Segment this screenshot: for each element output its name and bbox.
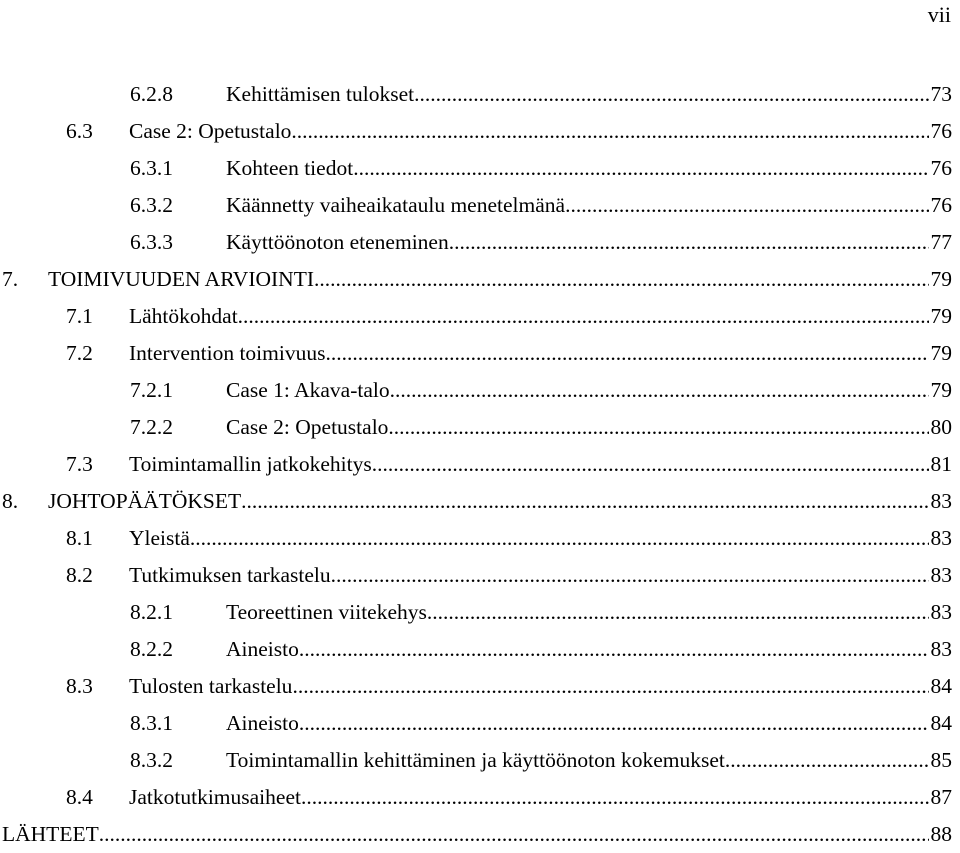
dot-leader bbox=[299, 631, 929, 668]
toc-entry[interactable] bbox=[0, 742, 952, 779]
toc-entry[interactable] bbox=[0, 150, 952, 187]
toc-entry-number: 8.3 bbox=[66, 674, 93, 698]
dot-leader bbox=[301, 779, 929, 816]
table-of-contents bbox=[0, 76, 952, 853]
toc-entry-title: Teoreettinen viitekehys bbox=[226, 594, 427, 631]
toc-entry-number: 6.2.8 bbox=[130, 82, 173, 106]
dot-leader bbox=[565, 187, 928, 224]
toc-entry-number: 8. bbox=[2, 489, 19, 513]
toc-entry-page: 80 bbox=[930, 415, 952, 439]
toc-entry-page: 79 bbox=[930, 267, 952, 291]
toc-entry-page: 84 bbox=[930, 674, 952, 698]
dot-leader bbox=[414, 76, 928, 113]
toc-entry-page: 83 bbox=[930, 637, 952, 661]
toc-entry-line bbox=[129, 520, 952, 557]
toc-entry[interactable] bbox=[0, 261, 952, 298]
toc-entry[interactable] bbox=[0, 187, 952, 224]
toc-entry-number: 6.3.3 bbox=[130, 230, 173, 254]
page-number: vii bbox=[927, 2, 951, 27]
toc-entry-title: Case 1: Akava-talo bbox=[226, 372, 390, 409]
toc-entry-line bbox=[226, 372, 952, 409]
toc-entry-title: JOHTOPÄÄTÖKSET bbox=[48, 483, 241, 520]
toc-entry[interactable] bbox=[0, 483, 952, 520]
toc-entry-number: 8.1 bbox=[66, 526, 93, 550]
dot-leader bbox=[331, 557, 929, 594]
toc-entry-title: Käännetty vaiheaikataulu menetelmänä bbox=[226, 187, 565, 224]
toc-entry-number: 7. bbox=[2, 267, 19, 291]
dot-leader bbox=[190, 520, 929, 557]
toc-entry-number: 7.2.2 bbox=[130, 415, 173, 439]
dot-leader bbox=[314, 261, 929, 298]
toc-entry[interactable] bbox=[0, 557, 952, 594]
toc-entry-line bbox=[48, 483, 952, 520]
toc-entry[interactable] bbox=[0, 76, 952, 113]
toc-entry[interactable] bbox=[0, 520, 952, 557]
dot-leader bbox=[725, 742, 929, 779]
toc-entry-number: 7.2.1 bbox=[130, 378, 173, 402]
toc-entry[interactable] bbox=[0, 372, 952, 409]
dot-leader bbox=[353, 150, 928, 187]
dot-leader bbox=[299, 705, 929, 742]
toc-entry-page: 81 bbox=[930, 452, 952, 476]
dot-leader bbox=[449, 224, 929, 261]
toc-entry-title: Jatkotutkimusaiheet bbox=[129, 779, 301, 816]
toc-entry-line bbox=[226, 224, 952, 261]
toc-entry-number: 6.3.2 bbox=[130, 193, 173, 217]
toc-entry-page: 76 bbox=[930, 156, 952, 180]
toc-entry-number: 7.1 bbox=[66, 304, 93, 328]
toc-entry-number: 6.3.1 bbox=[130, 156, 173, 180]
toc-entry-title: Case 2: Opetustalo bbox=[129, 113, 291, 150]
toc-entry-number: 7.2 bbox=[66, 341, 93, 365]
dot-leader bbox=[372, 446, 929, 483]
toc-entry-number: 7.3 bbox=[66, 452, 93, 476]
toc-entry-page: 85 bbox=[930, 748, 952, 772]
dot-leader bbox=[388, 409, 928, 446]
toc-entry-title: Yleistä bbox=[129, 520, 190, 557]
toc-entry-line bbox=[2, 816, 952, 853]
toc-entry-title: Tutkimuksen tarkastelu bbox=[129, 557, 331, 594]
toc-entry-number: 8.4 bbox=[66, 785, 93, 809]
toc-entry-line bbox=[129, 446, 952, 483]
toc-entry-line bbox=[129, 668, 952, 705]
toc-entry-line bbox=[129, 779, 952, 816]
toc-entry-title: Kehittämisen tulokset bbox=[226, 76, 414, 113]
toc-entry-page: 73 bbox=[930, 82, 952, 106]
toc-entry-title: Aineisto bbox=[226, 705, 299, 742]
toc-entry[interactable] bbox=[0, 631, 952, 668]
dot-leader bbox=[325, 335, 928, 372]
toc-entry[interactable] bbox=[0, 705, 952, 742]
toc-entry-line bbox=[226, 705, 952, 742]
toc-entry-number: 8.2.2 bbox=[130, 637, 173, 661]
toc-entry-title: Toimintamallin kehittäminen ja käyttöönoton kokemukset bbox=[226, 742, 725, 779]
toc-entry-title: Case 2: Opetustalo bbox=[226, 409, 388, 446]
toc-entry-title: LÄHTEET bbox=[2, 816, 99, 853]
toc-entry-number: 8.2 bbox=[66, 563, 93, 587]
toc-entry-page: 77 bbox=[930, 230, 952, 254]
toc-entry-title: Käyttöönoton eteneminen bbox=[226, 224, 449, 261]
toc-entry-title: Aineisto bbox=[226, 631, 299, 668]
toc-entry-page: 87 bbox=[930, 785, 952, 809]
toc-entry-page: 84 bbox=[930, 711, 952, 735]
toc-entry-line bbox=[226, 187, 952, 224]
toc-entry[interactable] bbox=[0, 446, 952, 483]
toc-entry[interactable] bbox=[0, 298, 952, 335]
dot-leader bbox=[390, 372, 929, 409]
toc-entry-number: 6.3 bbox=[66, 119, 93, 143]
toc-entry[interactable] bbox=[0, 224, 952, 261]
toc-entry-title: Lähtökohdat bbox=[129, 298, 238, 335]
toc-entry-page: 79 bbox=[930, 304, 952, 328]
toc-entry-title: TOIMIVUUDEN ARVIOINTI bbox=[48, 261, 314, 298]
toc-entry-line bbox=[226, 409, 952, 446]
toc-entry-line bbox=[129, 557, 952, 594]
toc-entry-page: 83 bbox=[930, 600, 952, 624]
dot-leader bbox=[427, 594, 929, 631]
toc-entry[interactable] bbox=[0, 668, 952, 705]
toc-entry-line bbox=[226, 594, 952, 631]
toc-entry[interactable] bbox=[0, 335, 952, 372]
toc-entry[interactable] bbox=[0, 113, 952, 150]
toc-entry[interactable] bbox=[0, 409, 952, 446]
toc-entry-line bbox=[226, 631, 952, 668]
toc-entry-title: Intervention toimivuus bbox=[129, 335, 325, 372]
toc-entry-line bbox=[226, 76, 952, 113]
dot-leader bbox=[291, 113, 928, 150]
dot-leader bbox=[99, 816, 929, 853]
toc-entry-title: Tulosten tarkastelu bbox=[129, 668, 292, 705]
toc-entry-number: 8.3.2 bbox=[130, 748, 173, 772]
toc-entry-number: 8.2.1 bbox=[130, 600, 173, 624]
toc-entry-page: 88 bbox=[930, 822, 952, 846]
toc-entry-line bbox=[129, 113, 952, 150]
toc-entry-title: Kohteen tiedot bbox=[226, 150, 353, 187]
toc-entry[interactable] bbox=[0, 779, 952, 816]
toc-entry[interactable] bbox=[0, 816, 952, 853]
toc-entry-page: 83 bbox=[930, 563, 952, 587]
toc-entry-title: Toimintamallin jatkokehitys bbox=[129, 446, 372, 483]
toc-entry-page: 83 bbox=[930, 489, 952, 513]
toc-entry[interactable] bbox=[0, 594, 952, 631]
toc-entry-page: 83 bbox=[930, 526, 952, 550]
dot-leader bbox=[292, 668, 928, 705]
toc-entry-line bbox=[226, 150, 952, 187]
toc-entry-page: 76 bbox=[930, 119, 952, 143]
dot-leader bbox=[238, 298, 929, 335]
toc-entry-line bbox=[48, 261, 952, 298]
toc-entry-page: 79 bbox=[930, 378, 952, 402]
toc-entry-line bbox=[129, 335, 952, 372]
toc-entry-line bbox=[226, 742, 952, 779]
toc-entry-line bbox=[129, 298, 952, 335]
toc-entry-page: 76 bbox=[930, 193, 952, 217]
dot-leader bbox=[241, 483, 928, 520]
toc-entry-page: 79 bbox=[930, 341, 952, 365]
toc-entry-number: 8.3.1 bbox=[130, 711, 173, 735]
